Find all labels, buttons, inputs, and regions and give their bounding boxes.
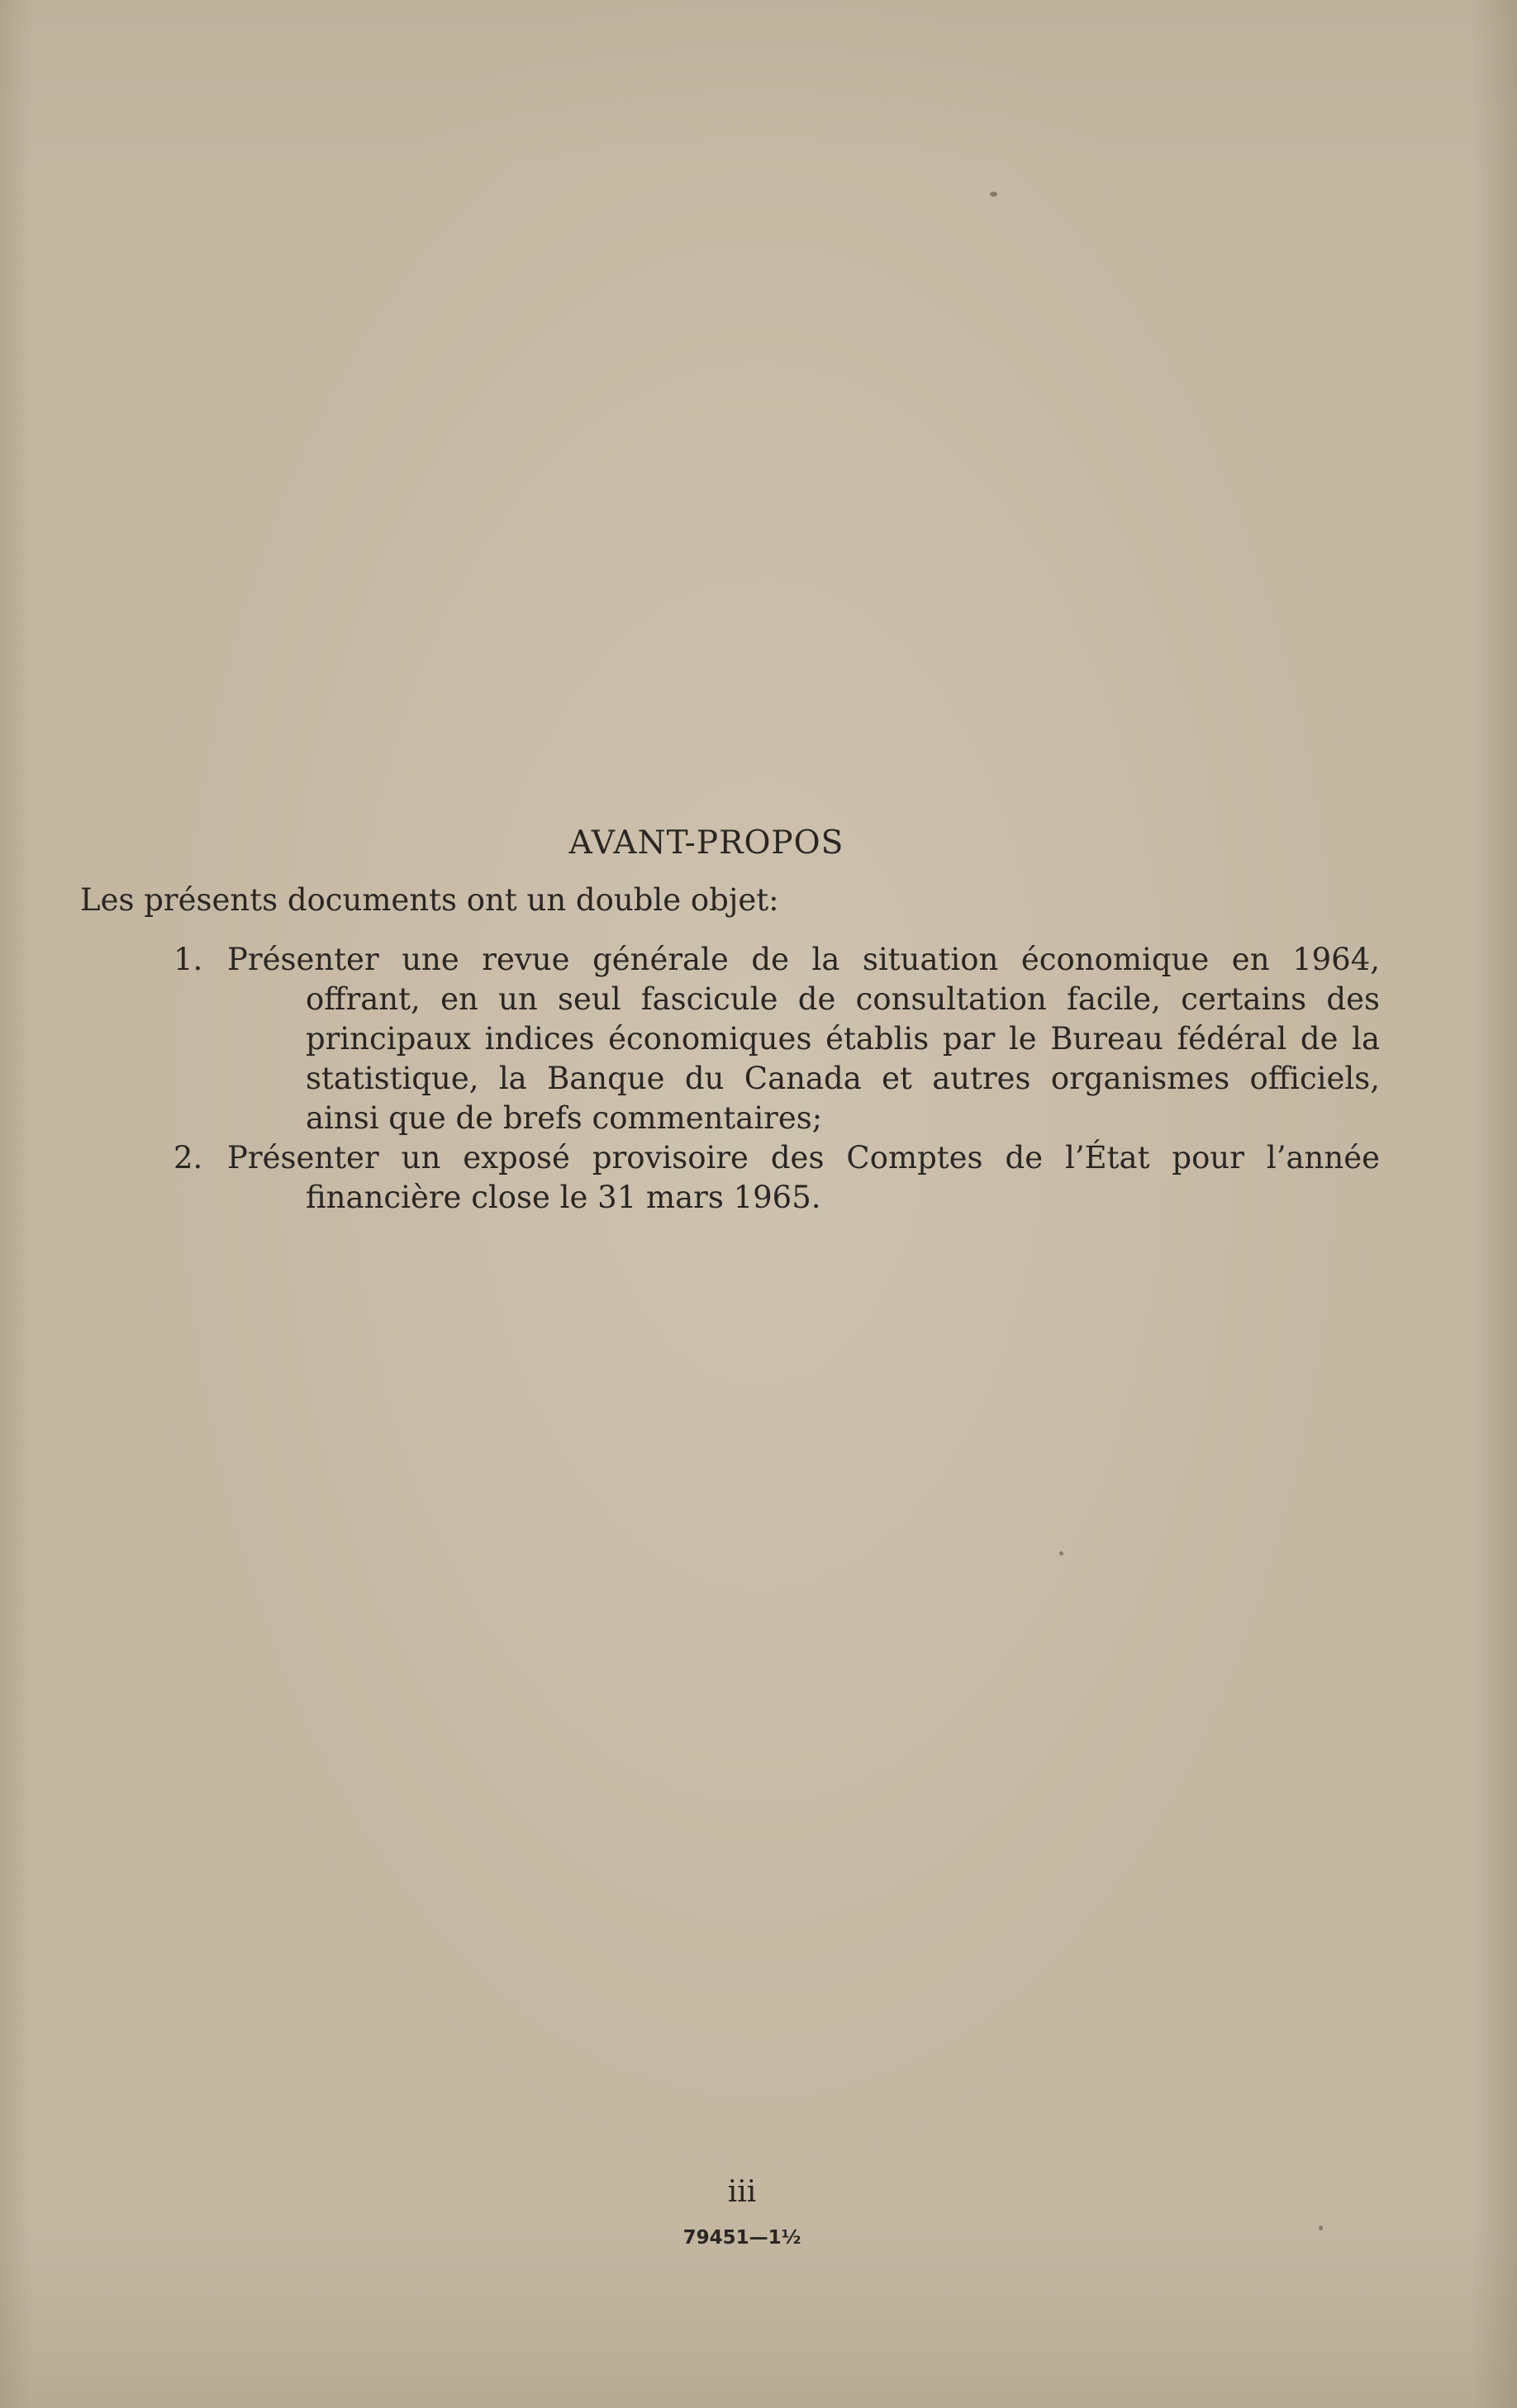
list-item-line: ainsi que de brefs commentaires;: [306, 1100, 823, 1136]
list-item-text: [227, 1138, 1380, 1218]
paper-speck: [1059, 1551, 1063, 1555]
list-item-line: Présenter un exposé provisoire des Comptes de l’État pour l’année: [227, 1140, 1380, 1176]
list-item-text: [227, 940, 1380, 1138]
list-item-line: offrant, en un seul fascicule de consultation facile, certains des: [306, 981, 1380, 1017]
intro-text: Les présents documents ont un double objet:: [80, 882, 779, 918]
page-heading: AVANT-PROPOS: [568, 824, 844, 862]
list-item-line: Présenter une revue générale de la situation économique en 1964,: [227, 942, 1380, 977]
print-code: 79451—1½: [682, 2227, 801, 2249]
page-number: iii: [727, 2175, 757, 2209]
list-item-number: 1.: [174, 942, 203, 977]
list-item-line: statistique, la Banque du Canada et autres organismes officiels,: [306, 1061, 1380, 1096]
paper-speck: [990, 192, 997, 197]
list-item-number: 2.: [174, 1140, 203, 1176]
list-item: [174, 1138, 1380, 1218]
list-item: [174, 940, 1380, 1138]
list-item-line: principaux indices économiques établis par le Bureau fédéral de la: [306, 1021, 1380, 1057]
list-item-line: financière close le 31 mars 1965.: [306, 1180, 821, 1215]
